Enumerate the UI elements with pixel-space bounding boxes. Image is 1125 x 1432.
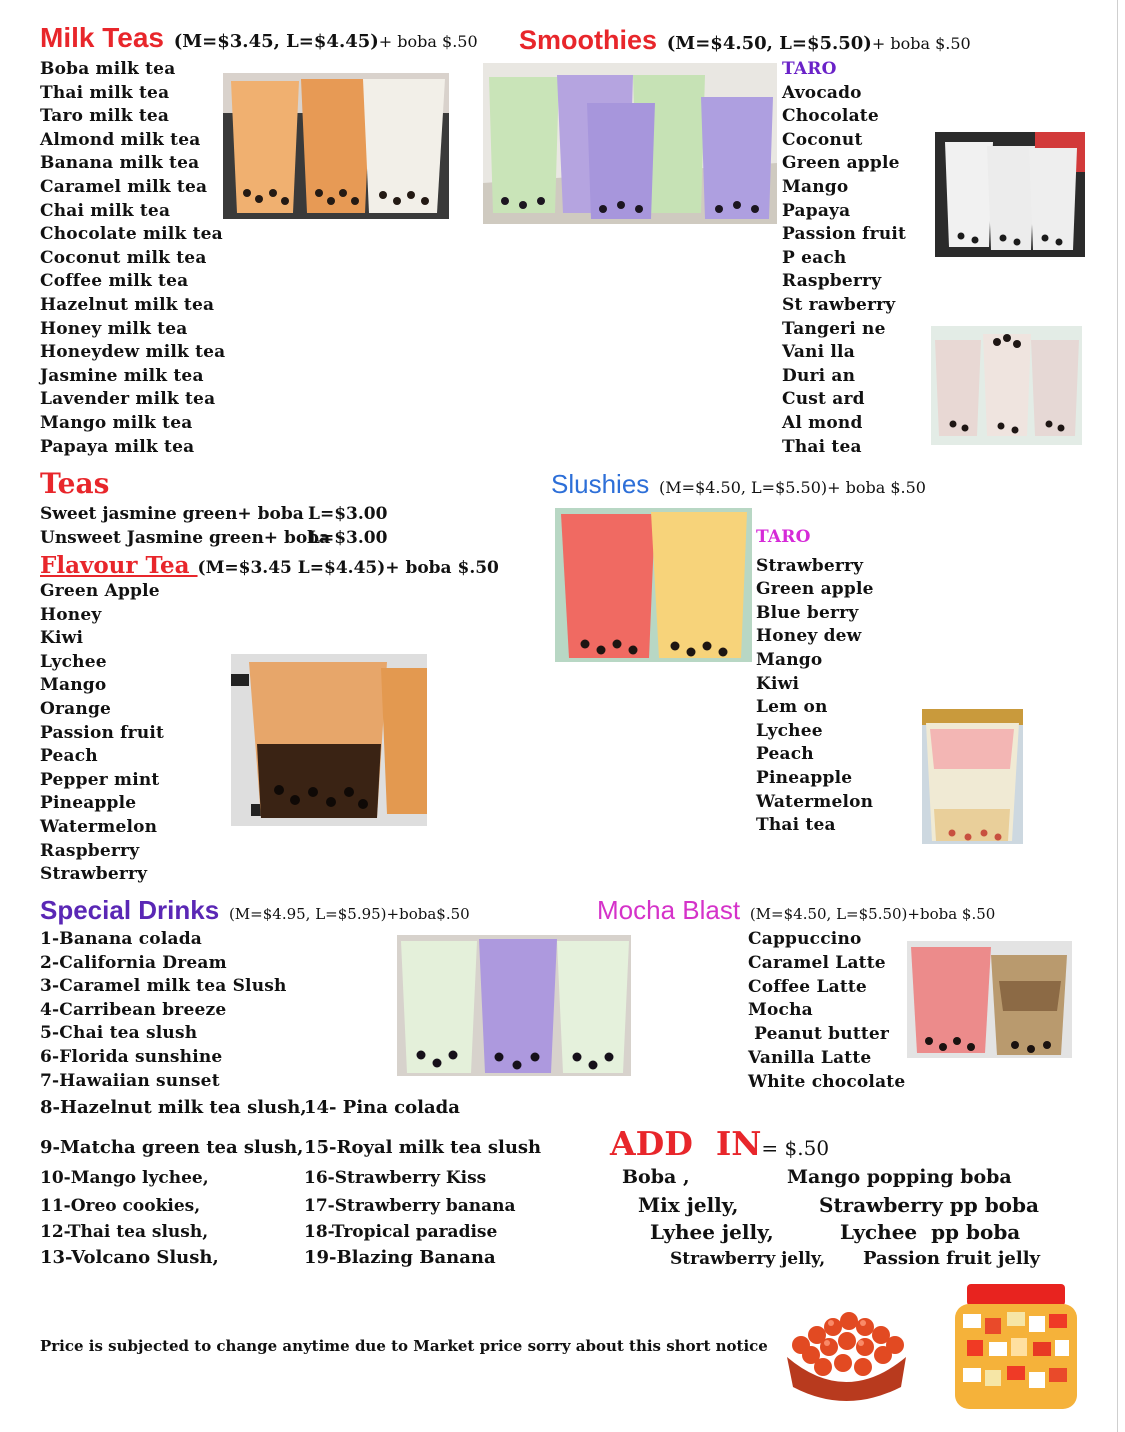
flavour-tea-title: Flavour Tea xyxy=(40,552,198,579)
list-item: Boba , xyxy=(622,1166,690,1188)
smoothies-heading xyxy=(519,24,971,60)
milk-teas-list xyxy=(40,58,225,459)
list-item: Honey dew xyxy=(756,626,862,647)
list-item xyxy=(40,526,387,550)
page-border xyxy=(1117,0,1118,1432)
milk-teas-title: Milk Teas xyxy=(40,22,164,53)
list-item: P each xyxy=(782,247,847,268)
list-item: Coffee Latte xyxy=(748,976,867,997)
list-item: Mocha xyxy=(748,1000,813,1021)
list-item: Almond milk tea xyxy=(40,129,201,150)
list-item: Passion fruit xyxy=(782,224,907,245)
add-in-price: = $.50 xyxy=(761,1136,830,1160)
list-item: Al mond xyxy=(782,412,863,433)
slushie-cup-photo xyxy=(922,709,1023,844)
list-item: Coconut milk tea xyxy=(40,247,207,268)
list-item: Thai tea xyxy=(782,436,862,457)
price-notice: Price is subjected to change anytime due to Market price sorry about this short notice xyxy=(40,1337,768,1355)
list-item: Mango xyxy=(782,176,849,197)
list-item: Mango xyxy=(40,675,107,696)
list-item: 14- Pina colada xyxy=(304,1097,460,1118)
list-item: 4-Carribean breeze xyxy=(40,999,227,1020)
slushies-list xyxy=(756,526,874,838)
list-item: Chocolate xyxy=(782,106,879,127)
smoothies-price: (M=$4.50, L=$5.50) xyxy=(666,33,872,54)
flavour-tea-list xyxy=(40,580,164,887)
list-item: Caramel milk tea xyxy=(40,176,208,197)
list-item: Jasmine milk tea xyxy=(40,365,204,386)
list-item: 17-Strawberry banana xyxy=(304,1196,516,1216)
milk-teas-price: (M=$3.45, L=$4.45) xyxy=(173,31,379,52)
special-drinks-price: (M=$4.95, L=$5.95)+boba$.50 xyxy=(228,905,470,923)
list-item: Banana milk tea xyxy=(40,153,200,174)
mocha-blast-heading xyxy=(597,894,995,930)
list-item: 13-Volcano Slush, xyxy=(40,1247,219,1268)
slushies-photo xyxy=(555,508,752,662)
tea-name: Sweet jasmine green+ boba xyxy=(40,504,304,524)
flavour-tea-photo xyxy=(231,654,427,826)
list-item: Honey milk tea xyxy=(40,318,188,339)
list-item: TARO xyxy=(782,59,837,79)
list-item: Thai milk tea xyxy=(40,82,170,103)
list-item: Pineapple xyxy=(756,767,853,788)
list-item: Green apple xyxy=(782,153,900,174)
list-item: 12-Thai tea slush, xyxy=(40,1222,209,1242)
list-item: 7-Hawaiian sunset xyxy=(40,1070,220,1091)
tea-price: L=$3.00 xyxy=(308,504,388,524)
list-item: 15-Royal milk tea slush xyxy=(304,1137,542,1158)
mocha-blast-list xyxy=(748,928,905,1095)
mocha-blast-title: Mocha Blast xyxy=(597,895,741,925)
list-item: Lyhee jelly, xyxy=(650,1220,774,1244)
list-item: Lychee xyxy=(756,720,823,741)
list-item: Passion fruit jelly xyxy=(863,1248,1041,1269)
list-item: 11-Oreo cookies, xyxy=(40,1196,201,1216)
list-item: 18-Tropical paradise xyxy=(304,1222,498,1242)
list-item: 19-Blazing Banana xyxy=(304,1247,496,1268)
list-item: Lem on xyxy=(756,697,828,718)
list-item: Strawberry xyxy=(40,864,148,885)
special-drinks-title: Special Drinks xyxy=(40,895,220,925)
milk-teas-boba-price: + boba $.50 xyxy=(378,32,478,51)
special-drinks-list-a xyxy=(40,928,287,1093)
list-item: Duri an xyxy=(782,365,856,386)
list-item: Cappuccino xyxy=(748,929,862,949)
list-item: Watermelon xyxy=(756,791,874,812)
special-drinks-photo xyxy=(397,935,631,1076)
list-item: Mango xyxy=(756,649,823,670)
slushies-title: Slushies xyxy=(551,469,650,499)
list-item: Papaya milk tea xyxy=(40,436,195,457)
teas-heading xyxy=(40,468,109,500)
list-item: Green Apple xyxy=(40,581,160,601)
list-item: Avocado xyxy=(782,82,862,103)
list-item: Green apple xyxy=(756,579,874,600)
list-item: Watermelon xyxy=(40,816,158,837)
list-item: Strawberry pp boba xyxy=(819,1193,1039,1217)
list-item: 16-Strawberry Kiss xyxy=(304,1168,487,1188)
list-item: Blue berry xyxy=(756,602,859,623)
flavour-tea-heading xyxy=(40,552,499,579)
list-item: TARO xyxy=(756,527,811,547)
smoothies-title: Smoothies xyxy=(519,25,658,55)
list-item: Vani lla xyxy=(782,342,855,363)
popping-boba-photo xyxy=(781,1297,912,1409)
smoothies-boba-price: + boba $.50 xyxy=(871,34,971,53)
slushies-heading xyxy=(551,468,926,504)
list-item: Chocolate milk tea xyxy=(40,224,223,245)
flavour-tea-price: (M=$3.45 L=$4.45)+ boba $.50 xyxy=(197,558,499,578)
list-item: Strawberry xyxy=(756,555,864,576)
list-item xyxy=(40,502,387,526)
list-item: 9-Matcha green tea slush, xyxy=(40,1137,304,1158)
list-item: Vanilla Latte xyxy=(748,1047,872,1068)
list-item: Peach xyxy=(40,746,98,767)
jelly-jar-photo xyxy=(949,1284,1083,1411)
list-item: Strawberry jelly, xyxy=(670,1249,826,1269)
smoothies-list xyxy=(782,58,906,459)
teas-list xyxy=(40,502,387,550)
list-item: 2-California Dream xyxy=(40,952,227,973)
add-in-title: ADD IN xyxy=(610,1124,762,1163)
list-item: 5-Chai tea slush xyxy=(40,1023,198,1044)
mocha-blast-photo xyxy=(907,941,1072,1058)
list-item: Peanut butter xyxy=(748,1024,890,1045)
list-item: Lychee pp boba xyxy=(840,1220,1021,1244)
milk-tea-photo xyxy=(223,73,449,219)
list-item: 6-Florida sunshine xyxy=(40,1046,223,1067)
slushies-price: (M=$4.50, L=$5.50)+ boba $.50 xyxy=(659,478,926,497)
list-item: Chai milk tea xyxy=(40,200,171,221)
list-item: Peach xyxy=(756,744,814,765)
list-item: Mix jelly, xyxy=(638,1193,739,1217)
list-item: Honey xyxy=(40,604,102,625)
list-item: Papaya xyxy=(782,200,851,221)
list-item: 8-Hazelnut milk tea slush, xyxy=(40,1097,307,1118)
list-item: 1-Banana colada xyxy=(40,929,203,949)
list-item: Passion fruit xyxy=(40,722,165,743)
list-item: Caramel Latte xyxy=(748,952,886,973)
smoothie-boba-photo xyxy=(931,326,1082,445)
list-item: Tangeri ne xyxy=(782,318,886,339)
list-item: Lychee xyxy=(40,651,107,672)
list-item: 10-Mango lychee, xyxy=(40,1168,209,1188)
list-item: Honeydew milk tea xyxy=(40,342,226,363)
list-item: St rawberry xyxy=(782,294,896,315)
list-item: Pineapple xyxy=(40,793,137,814)
list-item: White chocolate xyxy=(748,1071,906,1092)
list-item: Thai tea xyxy=(756,815,836,836)
list-item: Coconut xyxy=(782,129,863,150)
teas-title: Teas xyxy=(40,467,110,500)
list-item: Lavender milk tea xyxy=(40,389,216,410)
tea-name: Unsweet Jasmine green+ boba xyxy=(40,528,331,548)
tea-price: L=$3.00 xyxy=(308,528,388,548)
smoothies-photo xyxy=(483,63,777,224)
list-item: Pepper mint xyxy=(40,769,160,790)
list-item: Coffee milk tea xyxy=(40,271,189,292)
special-drinks-heading xyxy=(40,894,470,930)
mocha-blast-price: (M=$4.50, L=$5.50)+boba $.50 xyxy=(749,905,996,923)
list-item: Boba milk tea xyxy=(40,59,176,79)
list-item: Raspberry xyxy=(782,271,882,292)
list-item: Hazelnut milk tea xyxy=(40,294,215,315)
list-item: Mango milk tea xyxy=(40,412,193,433)
list-item: Raspberry xyxy=(40,840,140,861)
list-item: Orange xyxy=(40,698,112,719)
list-item: Kiwi xyxy=(40,628,84,649)
list-item: Kiwi xyxy=(756,673,800,694)
list-item: Mango popping boba xyxy=(787,1166,1012,1188)
list-item: 3-Caramel milk tea Slush xyxy=(40,976,287,997)
list-item: Cust ard xyxy=(782,389,865,410)
smoothie-cups-photo xyxy=(935,132,1085,257)
list-item: Taro milk tea xyxy=(40,106,170,127)
add-in-heading xyxy=(610,1124,829,1163)
milk-teas-heading xyxy=(40,22,478,58)
